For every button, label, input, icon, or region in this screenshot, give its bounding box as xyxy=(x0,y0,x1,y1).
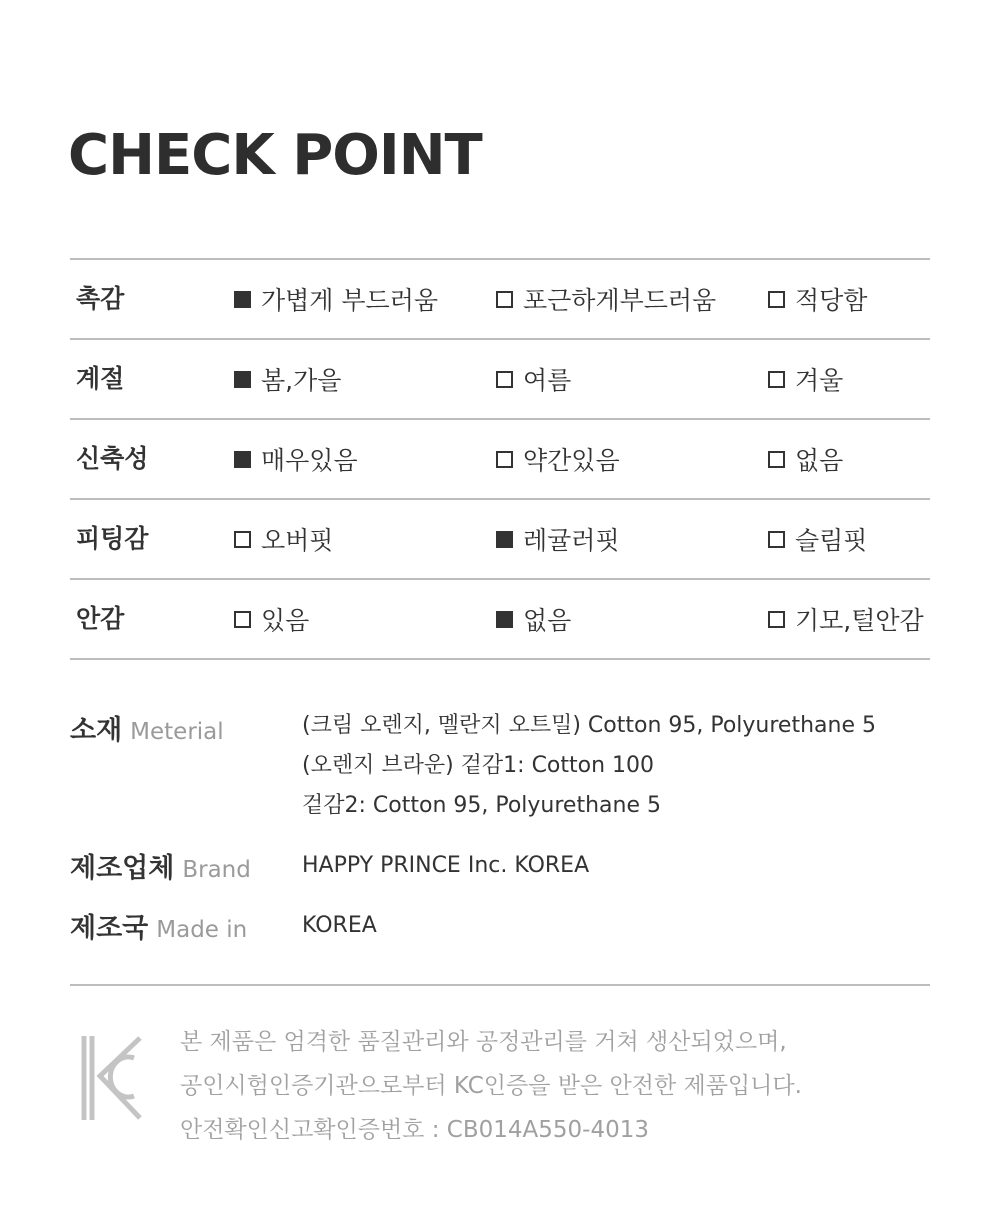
option-label: 매우있음 xyxy=(261,446,358,475)
row-label: 피팅감 xyxy=(76,524,149,553)
option-label: 오버핏 xyxy=(261,526,334,555)
checkbox-icon xyxy=(234,291,251,308)
checkbox-icon xyxy=(234,371,251,388)
row-label: 촉감 xyxy=(76,284,125,313)
option-label: 슬림핏 xyxy=(795,526,868,555)
spec-values xyxy=(302,706,930,826)
option xyxy=(496,580,571,658)
spec-values xyxy=(302,906,930,946)
option xyxy=(496,420,620,498)
spec-value: 겉감2: Cotton 95, Polyurethane 5 xyxy=(302,793,661,818)
spec-label-ko: 제조국 xyxy=(70,913,149,944)
checkbox-icon xyxy=(234,451,251,468)
check-row-touch xyxy=(70,260,930,340)
option xyxy=(496,340,571,418)
spec-heading xyxy=(70,846,251,885)
row-label: 계절 xyxy=(76,364,125,393)
option-label: 적당함 xyxy=(795,286,868,315)
checkbox-icon xyxy=(496,371,513,388)
section-divider xyxy=(70,984,930,986)
row-label: 안감 xyxy=(76,604,125,633)
option-label: 약간있음 xyxy=(523,446,620,475)
checkbox-icon xyxy=(234,611,251,628)
option-label: 가볍게 부드러움 xyxy=(261,286,438,315)
option xyxy=(768,340,843,418)
option xyxy=(496,260,716,338)
check-row-season xyxy=(70,340,930,420)
spec-label-en: Brand xyxy=(182,857,251,883)
spec-label-ko: 제조업체 xyxy=(70,853,175,884)
option xyxy=(768,580,924,658)
certification-notice xyxy=(180,1020,802,1152)
check-row-fit xyxy=(70,500,930,580)
spec-value: (크림 오렌지, 멜란지 오트밀) Cotton 95, Polyurethane 5 xyxy=(302,713,876,738)
notice-line: 공인시험인증기관으로부터 KC인증을 받은 안전한 제품입니다. xyxy=(180,1073,802,1099)
option-label: 포근하게부드러움 xyxy=(523,286,717,315)
spec-label-ko: 소재 xyxy=(70,715,123,746)
check-row-lining xyxy=(70,580,930,660)
checkbox-icon xyxy=(768,611,785,628)
option-label: 봄,가을 xyxy=(261,366,342,395)
notice-line: 안전확인신고확인증번호 : CB014A550-4013 xyxy=(180,1117,649,1143)
checkbox-icon xyxy=(496,611,513,628)
spec-heading xyxy=(70,906,247,945)
row-label: 신축성 xyxy=(76,444,149,473)
option xyxy=(768,420,843,498)
spec-value: (오렌지 브라운) 겉감1: Cotton 100 xyxy=(302,753,655,778)
option xyxy=(234,580,309,658)
option xyxy=(234,260,438,338)
checkbox-icon xyxy=(768,451,785,468)
checkbox-icon xyxy=(496,291,513,308)
kc-certification-icon xyxy=(80,1030,144,1126)
option-label: 있음 xyxy=(261,606,310,635)
spec-label-en: Meterial xyxy=(130,719,224,745)
spec-material xyxy=(70,706,930,846)
option xyxy=(768,260,867,338)
spec-value: HAPPY PRINCE Inc. KOREA xyxy=(302,853,590,878)
option-label: 없음 xyxy=(523,606,572,635)
spec-values xyxy=(302,846,930,886)
checkbox-icon xyxy=(768,371,785,388)
notice-line: 본 제품은 엄격한 품질관리와 공정관리를 거쳐 생산되었으며, xyxy=(180,1029,787,1055)
checkbox-icon xyxy=(768,531,785,548)
option-label: 기모,털안감 xyxy=(795,606,924,635)
checkbox-icon xyxy=(496,451,513,468)
option xyxy=(496,500,620,578)
option xyxy=(234,420,358,498)
option xyxy=(768,500,867,578)
product-specs xyxy=(70,706,930,966)
option-label: 없음 xyxy=(795,446,844,475)
checkbox-icon xyxy=(496,531,513,548)
spec-brand xyxy=(70,846,930,906)
option-label: 레귤러핏 xyxy=(523,526,620,555)
checkbox-icon xyxy=(768,291,785,308)
option-label: 여름 xyxy=(523,366,572,395)
check-point-table xyxy=(70,258,930,660)
spec-origin xyxy=(70,906,930,966)
checkbox-icon xyxy=(234,531,251,548)
spec-heading xyxy=(70,708,224,747)
option xyxy=(234,340,341,418)
option xyxy=(234,500,333,578)
option-label: 겨울 xyxy=(795,366,844,395)
check-row-stretch xyxy=(70,420,930,500)
spec-label-en: Made in xyxy=(156,917,248,943)
spec-value: KOREA xyxy=(302,913,377,938)
page-title: CHECK POINT xyxy=(68,123,482,188)
